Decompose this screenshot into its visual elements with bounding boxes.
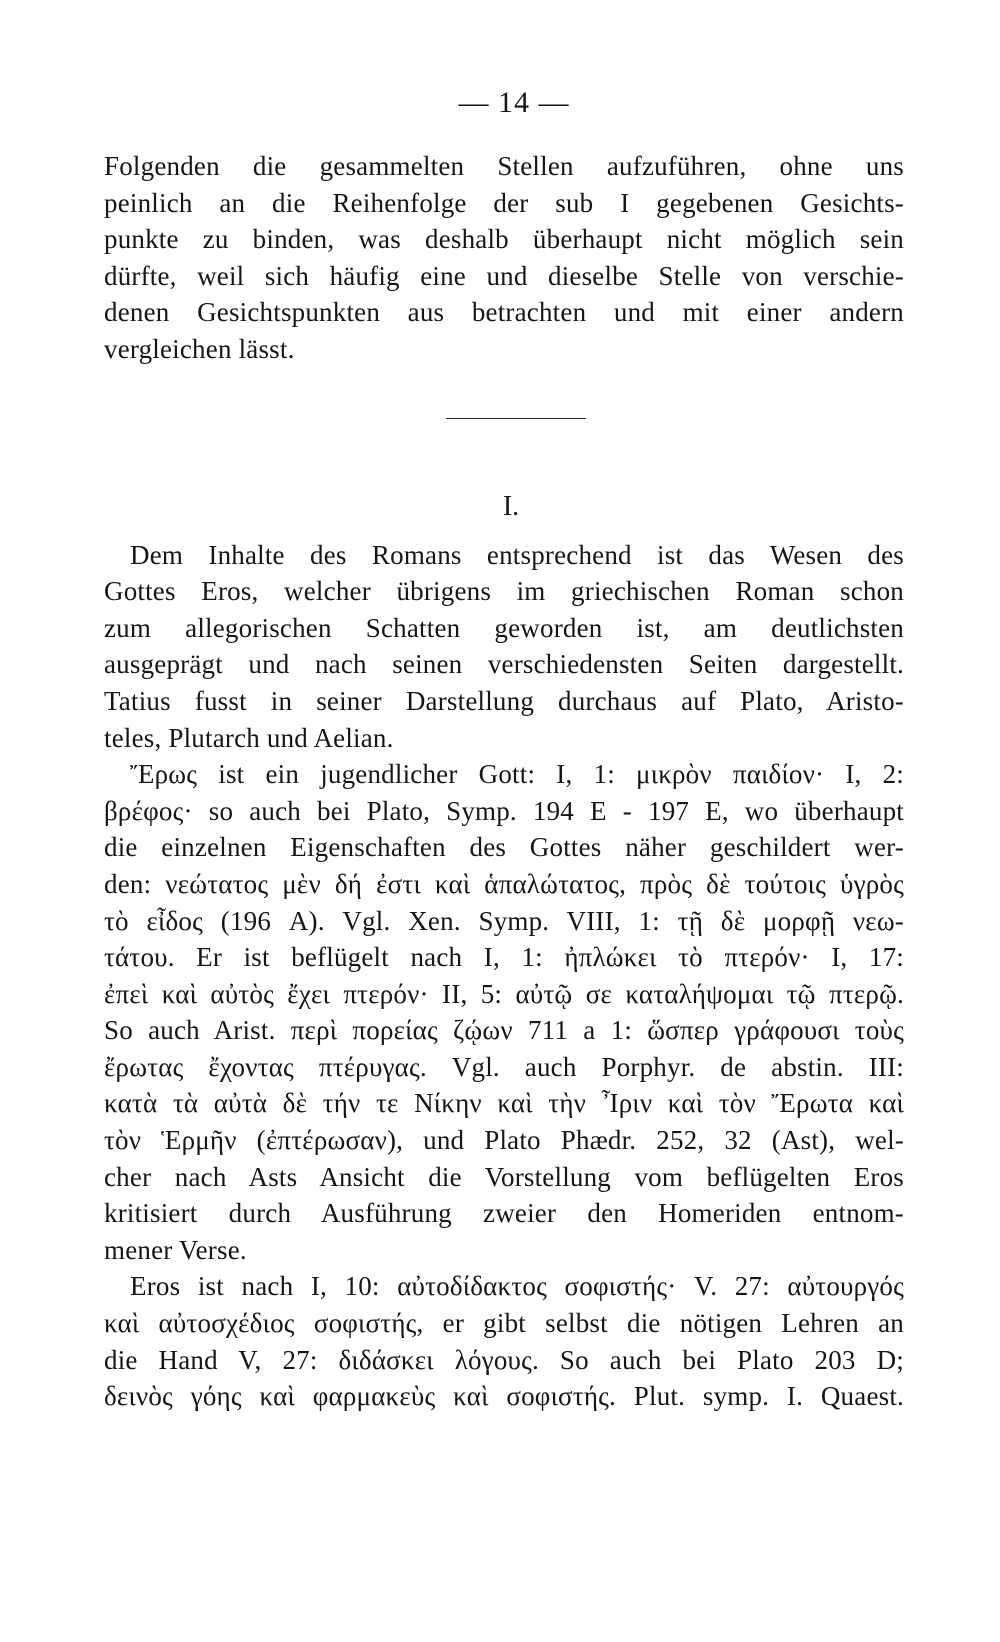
- text-line: zum allegorischen Schatten geworden ist, am deutlichsten: [104, 612, 904, 643]
- text-line: ἔρωτας ἔχοντας πτέρυγας. Vgl. auch Porphyr. de abstin. III:: [104, 1051, 904, 1082]
- text-line: So auch Arist. περὶ πορείας ζῴων 711 a 1: ὥσπερ γράφουσι τοὺς: [104, 1015, 904, 1046]
- text-line: die einzelnen Eigenschaften des Gottes näher geschildert wer-: [104, 832, 904, 863]
- text-line: die Hand V, 27: διδάσκει λόγους. So auch bei Plato 203 D;: [104, 1344, 904, 1375]
- text-line: cher nach Asts Ansicht die Vorstellung vom beflügelten Eros: [104, 1161, 904, 1192]
- text-line: βρέφος· so auch bei Plato, Symp. 194 E - 197 E, wo überhaupt: [104, 795, 904, 826]
- text-line: punkte zu binden, was deshalb überhaupt nicht möglich sein: [104, 224, 904, 255]
- page-number: — 14 —: [458, 86, 570, 119]
- text-line: teles, Plutarch und Aelian.: [104, 722, 394, 753]
- document-page: [104, 86, 904, 1606]
- text-line: vergleichen lässt.: [104, 333, 295, 364]
- paragraph-young-god: [104, 756, 904, 1268]
- text-line: τὸ εἶδος (196 A). Vgl. Xen. Symp. VIII, 1: τῇ δὲ μορφῇ νεω-: [104, 905, 904, 936]
- text-line: καὶ αὐτοσχέδιος σοφιστής, er gibt selbst die nötigen Lehren an: [104, 1308, 904, 1339]
- text-line: denen Gesichtspunkten aus betrachten und mit einer andern: [104, 297, 904, 328]
- text-line: kritisiert durch Ausführung zweier den Homeriden entnom-: [104, 1198, 904, 1229]
- text-line: mener Verse.: [104, 1234, 247, 1265]
- paragraph-sophist: [104, 1268, 904, 1414]
- text-line: κατὰ τὰ αὐτὰ δὲ τήν τε Νίκην καὶ τὴν Ἶριν καὶ τὸν Ἔρωτα καὶ: [104, 1088, 904, 1119]
- text-line: δεινὸς γόης καὶ φαρμακεὺς καὶ σοφιστής. Plut. symp. I. Quaest.: [104, 1381, 904, 1412]
- text-line: ausgeprägt und nach seinen verschiedensten Seiten dargestellt.: [104, 649, 904, 680]
- text-line: peinlich an die Reihenfolge der sub I gegebenen Gesichts-: [104, 187, 904, 218]
- intro-paragraph: [104, 148, 904, 368]
- paragraph-eros-nature: [104, 537, 904, 757]
- text-line: τάτου. Er ist beflügelt nach I, 1: ἠπλώκει τὸ πτερόν· I, 17:: [104, 942, 904, 973]
- text-line: Eros ist nach I, 10: αὐτοδίδακτος σοφιστής· V. 27: αὐτουργός: [130, 1271, 904, 1302]
- section-divider: [446, 418, 586, 419]
- text-line: Dem Inhalte des Romans entsprechend ist das Wesen des: [130, 539, 904, 570]
- text-line: Folgenden die gesammelten Stellen aufzuführen, ohne uns: [104, 151, 904, 181]
- text-line: dürfte, weil sich häufig eine und dieselbe Stelle von verschie-: [104, 260, 904, 291]
- text-line: τὸν Ἑρμῆν (ἐπτέρωσαν), und Plato Phædr. 252, 32 (Ast), wel-: [104, 1125, 904, 1156]
- text-line: Tatius fusst in seiner Darstellung durchaus auf Plato, Aristo-: [104, 685, 904, 716]
- text-line: den: νεώτατος μὲν δή ἐστι καὶ ἁπαλώτατος, πρὸς δὲ τούτοις ὑγρὸς: [104, 868, 904, 899]
- text-line: Ἔρως ist ein jugendlicher Gott: I, 1: μικρὸν παιδίον· I, 2:: [130, 759, 904, 790]
- text-line: Gottes Eros, welcher übrigens im griechischen Roman schon: [104, 576, 904, 607]
- section-heading: I.: [502, 490, 520, 522]
- text-line: ἐπεὶ καὶ αὐτὸς ἔχει πτερόν· II, 5: αὐτῷ σε καταλήψομαι τῷ πτερῷ.: [104, 978, 904, 1009]
